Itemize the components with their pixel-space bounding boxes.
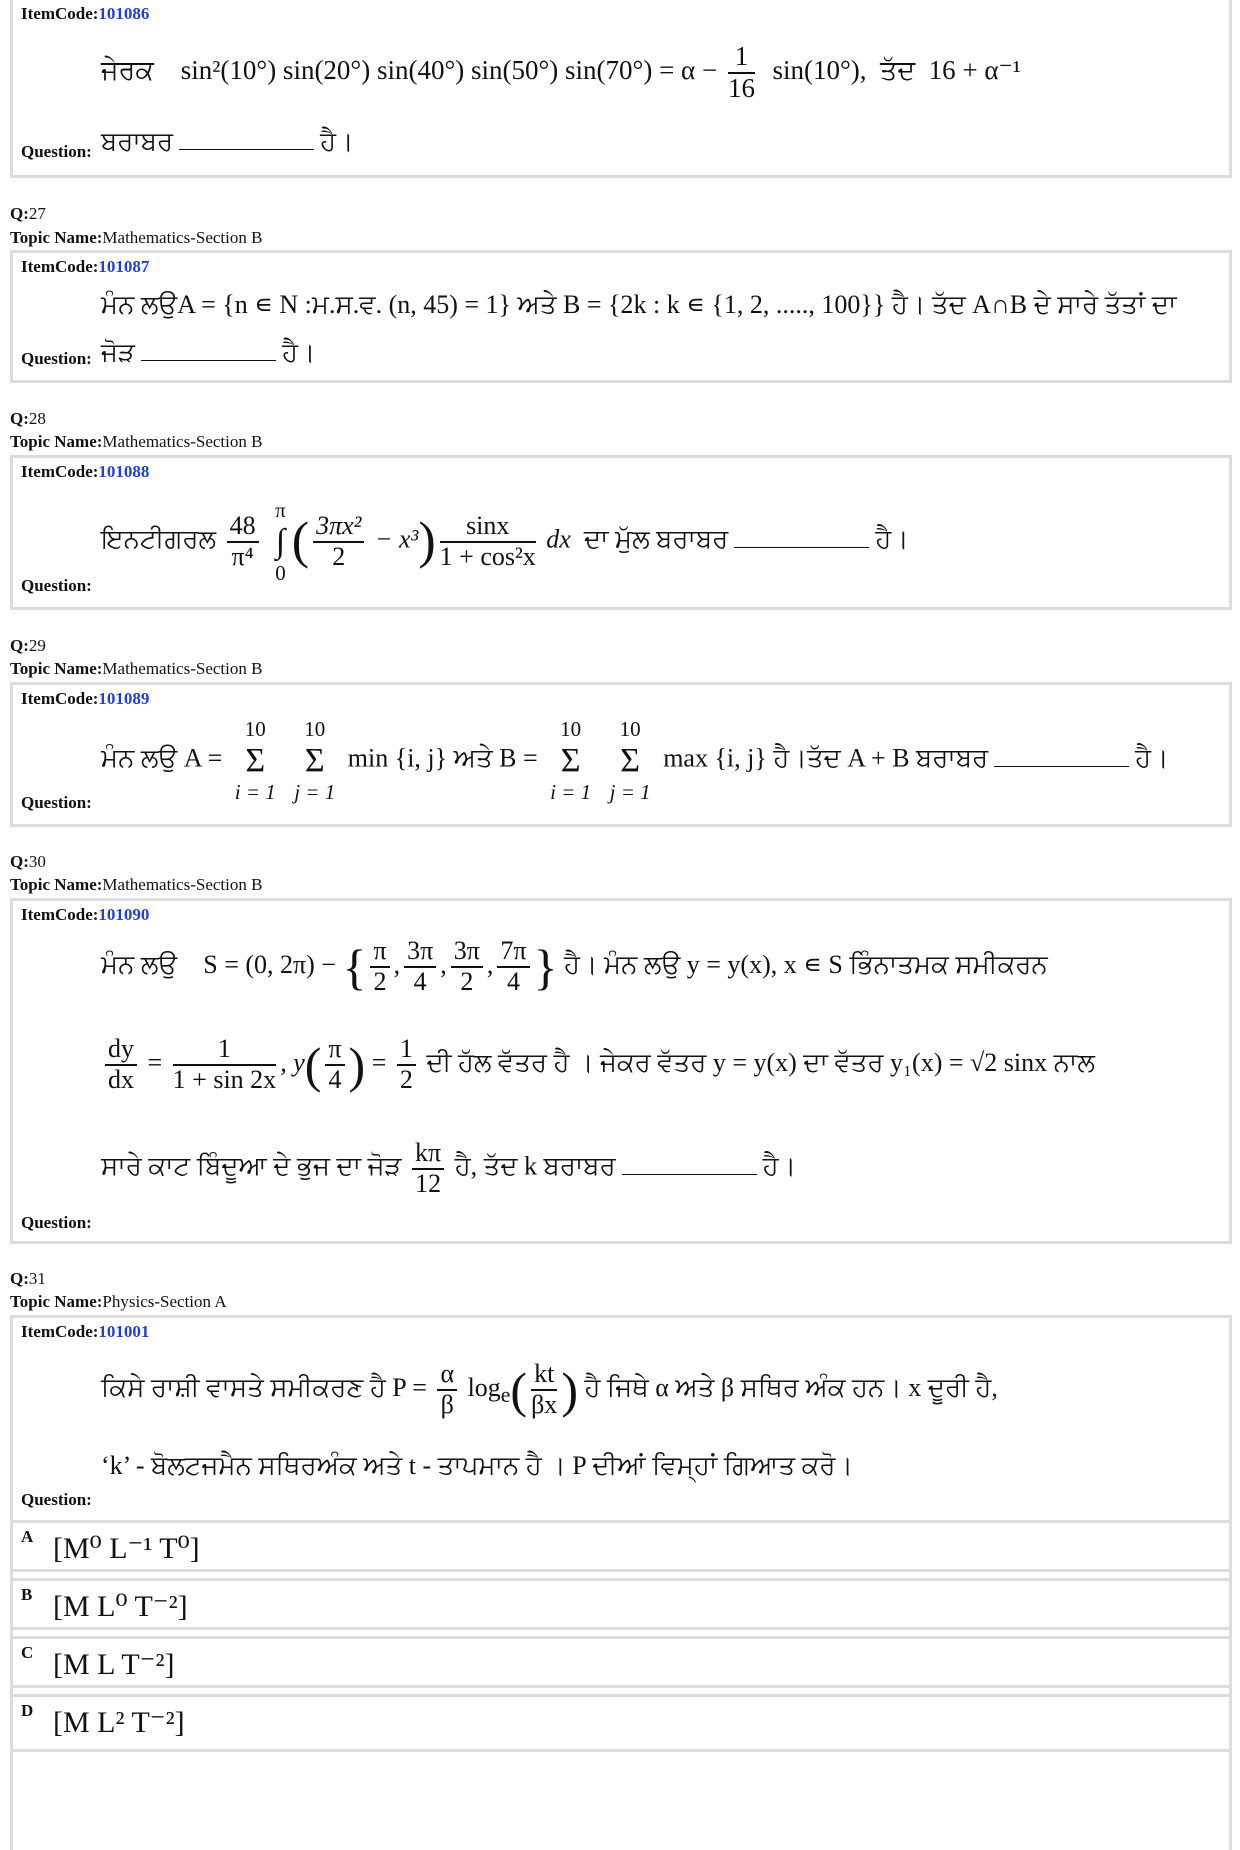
question-box-29 [10,682,1232,827]
topic-name: Topic Name:Mathematics-Section B [10,659,263,678]
topic-name: Topic Name:Physics-Section A [10,1292,227,1311]
itemcode: ItemCode:101088 [21,462,150,481]
question-box-26 [10,0,1232,178]
option-label: B [21,1585,33,1604]
question-text-line-2: ਜੋੜ ਹੈ। [101,338,316,367]
question-label: Question: [21,1490,92,1509]
question-label: Question: [21,349,92,368]
itemcode: ItemCode:101090 [21,905,150,924]
option-text: [M⁰ L⁻¹ T⁰] [53,1532,200,1565]
question-label: Question: [21,576,92,595]
question-text-line-1: ਇਨਟੀਗਰਲ $\frac{48}{\text{π⁴}}$ π ∫ 0 ( $\frac{\text{3πx²}}{2}$ − x³) $\frac{\sin x}{\text{1 + cos²x}}$ dx ਦਾ ਮੁੱਲ ਬਰਾਬਰ ਹੈ। [101,498,909,586]
question-number: Q:30 [10,852,46,871]
option-c[interactable] [10,1636,1232,1688]
option-label: A [21,1527,34,1546]
question-box-27 [10,250,1232,383]
itemcode: ItemCode:101001 [21,1322,150,1341]
question-number: Q:31 [10,1269,46,1288]
question-number: Q:28 [10,409,46,428]
itemcode: ItemCode:101089 [21,689,150,708]
answer-blank [141,359,276,361]
integral-sign: π ∫ 0 [275,498,286,586]
option-d[interactable] [10,1694,1232,1752]
option-label: D [21,1701,34,1720]
answer-blank [179,148,314,150]
question-text-line-3: ਸਾਰੇ ਕਾਟ ਬਿੰਦੂਆ ਦੇ ਭੁਜ ਦਾ ਜੋੜ $\frac{k\pi}{12}$ ਹੈ, ਤੱਦ k ਬਰਾਬਰ ਹੈ। [101,1138,797,1198]
question-label: Question: [21,142,92,161]
question-box-30 [10,898,1232,1244]
topic-name: Topic Name:Mathematics-Section B [10,432,263,451]
question-text-line-2: $\frac{dy}{dx}$ = $\frac{1}{1 + \sin 2x}$ , y( $\frac{\pi}{4}$ ) = $\frac{1}{2}$ ਦੀ ਹੱਲ ਵੱਤਰ ਹੈ । ਜੇਕਰ ਵੱਤਰ y = y(x) ਦਾ ਵੱਤਰ y₁(x) = √2 sinx ਨਾਲ [101,1035,1095,1095]
itemcode: ItemCode:101086 [21,4,150,23]
question-text-line-1: ਮੰਨ ਲਉ A = 10 Σ i = 1 10 Σ j = 1 min {i, j} ਅਤੇ B = 10 Σ i = 1 10 Σ j = 1 max {i, j} ਹੈ।ਤੱਦ A + B ਬਰਾਬਰ ਹੈ। [101,717,1169,805]
option-a[interactable] [10,1520,1232,1572]
question-text-line-2: ‘k’ - ਬੋਲਟਜਮੈਨ ਸਥਿਰਅੰਕ ਅਤੇ t - ਤਾਪਮਾਨ ਹੈ । P ਦੀਆਂ ਵਿਮ੍ਹਾਂ ਗਿਆਤ ਕਰੋ। [101,1451,853,1480]
question-text-line-2: ਬਰਾਬਰ ਹੈ। [101,127,354,156]
question-text-line-1: ਜੇਰਕ sin²(10°) sin(20°) sin(40°) sin(50°) sin(70°) = α − $\frac{1}{16}$ sin(10°), ਤੱਦ 16 + α⁻¹ [101,41,1021,103]
itemcode: ItemCode:101087 [21,257,150,276]
option-label: C [21,1643,34,1662]
topic-name: Topic Name:Mathematics-Section B [10,875,263,894]
question-text-line-1: ਕਿਸੇ ਰਾਸ਼ੀ ਵਾਸਤੇ ਸਮੀਕਰਣ ਹੈ P = $\frac{\alpha}{\beta}$ $\log_e$( $\frac{kt}{\beta x}$ ) ਹੈ ਜਿਥੇ α ਅਤੇ β ਸਥਿਰ ਅੰਕ ਹਨ। x ਦੂਰੀ ਹੈ, [101,1359,998,1419]
option-text: [M L⁰ T⁻²] [53,1590,188,1623]
option-text: [M L² T⁻²] [53,1706,185,1739]
answer-blank [734,546,869,548]
question-text-line-1: ਮੰਨ ਲਉA = {n ∊ N :ਮ.ਸ.ਵ. (n, 45) = 1} ਅਤੇ B = {2k : k ∊ {1, 2, ....., 100}} ਹੈ। ਤੱਦ A∩B ਦੇ ਸਾਰੇ ਤੱਤਾਂ ਦਾ [101,290,1177,319]
question-box-28 [10,455,1232,610]
answer-blank [622,1173,757,1175]
answer-blank [994,765,1129,767]
question-label: Question: [21,793,92,812]
question-text-line-1: ਮੰਨ ਲਉ S = (0, 2π) − { $\frac{\pi}{2}$ , $\frac{3\pi}{4}$ , $\frac{3\pi}{2}$ , $\frac{7\pi}{4}$ } ਹੈ। ਮੰਨ ਲਉ y = y(x), x ∊ S ਭਿੰਨਾਤਮਕ ਸਮੀਕਰਨ [101,936,1048,996]
question-number: Q:29 [10,636,46,655]
option-text: [M L T⁻²] [53,1648,175,1681]
question-number: Q:27 [10,204,46,223]
question-label: Question: [21,1213,92,1232]
fraction: $\frac{1}{16}$ [727,41,755,103]
topic-name: Topic Name:Mathematics-Section B [10,228,263,247]
option-b[interactable] [10,1578,1232,1630]
